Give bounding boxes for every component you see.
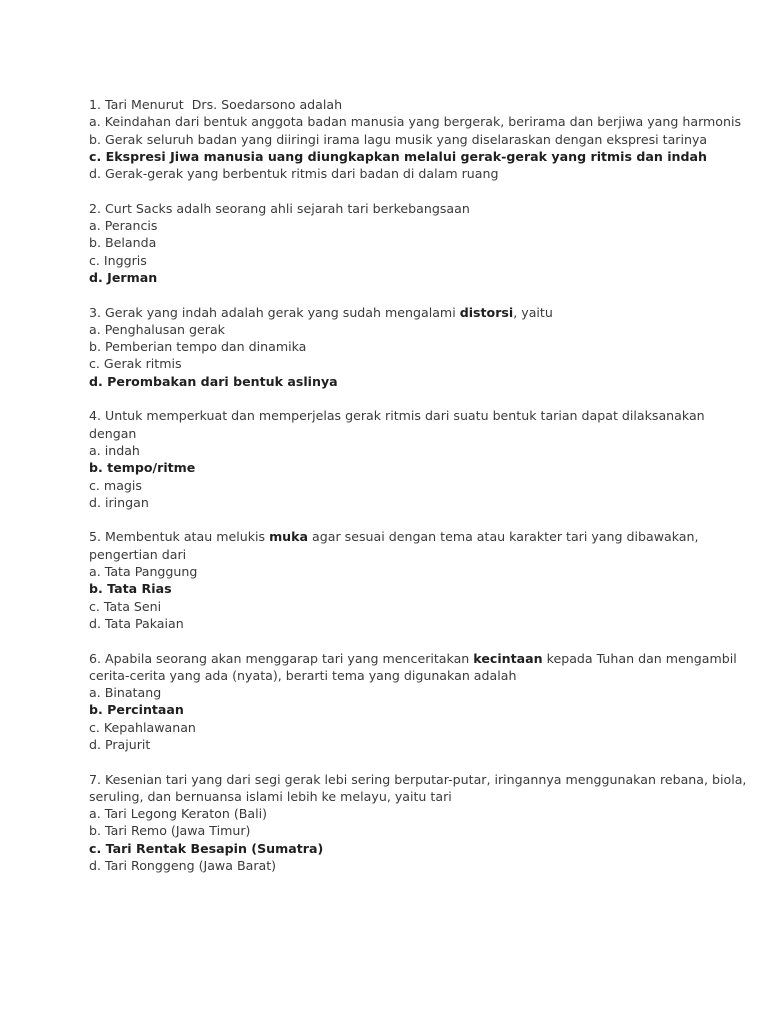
option-a: a. Perancis [89, 218, 158, 234]
option-d: d. Gerak-gerak yang berbentuk ritmis dari badan di dalam ruang [89, 166, 499, 182]
question-text: 1. Tari Menurut Drs. Soedarsono adalah [89, 97, 343, 112]
question-text-start: 5. Membentuk atau melukis [89, 529, 270, 545]
question-text-end: kepada Tuhan dan mengambil cerita-cerita yang ada (nyata), berarti tema yang digunakan adalah [89, 650, 741, 683]
question-1 [89, 96, 749, 182]
question-7 [89, 771, 749, 875]
option-c: c. Gerak ritmis [89, 356, 182, 372]
option-b: b. Pemberian tempo dan dinamika [89, 339, 307, 355]
question-text: 7. Kesenian tari yang dari segi gerak lebi sering berputar-putar, iringannya menggunakan rebana, biola, seruling, dan bernuansa islami lebih ke melayu, yaitu tari [89, 771, 751, 804]
option-a: a. Tari Legong Keraton (Bali) [89, 806, 268, 822]
question-text [89, 650, 749, 685]
option-a: a. Penghalusan gerak [89, 321, 225, 337]
option-c: c. Kepahlawanan [89, 719, 196, 735]
question-2 [89, 200, 749, 286]
option-b-answer: b. Tata Rias [89, 581, 172, 597]
option-d: d. iringan [89, 494, 149, 510]
option-c: c. magis [89, 477, 142, 493]
option-a: a. Keindahan dari bentuk anggota badan manusia yang bergerak, berirama dan berjiwa yang harmonis [89, 114, 742, 130]
option-d: d. Prajurit [89, 736, 151, 752]
option-b: b. Gerak seluruh badan yang diiringi irama lagu musik yang diselaraskan dengan ekspresi tarinya [89, 131, 708, 147]
question-text-start: 3. Gerak yang indah adalah gerak yang sudah mengalami [89, 304, 460, 320]
question-keyword: muka [269, 529, 309, 545]
question-4 [89, 407, 749, 511]
option-c: c. Tata Seni [89, 598, 162, 614]
question-text: 2. Curt Sacks adalh seorang ahli sejarah tari berkebangsaan [89, 200, 470, 216]
option-b: b. Tari Remo (Jawa Timur) [89, 823, 251, 839]
option-b-answer: b. Percintaan [89, 702, 184, 718]
option-d: d. Tata Pakaian [89, 615, 184, 631]
option-d-answer: d. Perombakan dari bentuk aslinya [89, 373, 338, 389]
question-text-end: , yaitu [513, 304, 553, 320]
question-text [89, 304, 749, 321]
option-b: b. Belanda [89, 235, 157, 251]
question-text: 4. Untuk memperkuat dan memperjelas gerak ritmis dari suatu bentuk tarian dapat dilaksanakan dengan [89, 408, 709, 441]
option-d-answer: d. Jerman [89, 269, 158, 285]
quiz-document [89, 96, 749, 892]
question-3 [89, 304, 749, 390]
option-c-answer: c. Ekspresi Jiwa manusia uang diungkapkan melalui gerak-gerak yang ritmis dan indah [89, 148, 707, 164]
option-c-answer: c. Tari Rentak Besapin (Sumatra) [89, 840, 324, 856]
question-text-start: 6. Apabila seorang akan menggarap tari yang menceritakan [89, 650, 474, 666]
option-a: a. Tata Panggung [89, 564, 198, 580]
option-a: a. indah [89, 442, 140, 458]
option-a: a. Binatang [89, 685, 162, 701]
question-6 [89, 650, 749, 754]
question-keyword: kecintaan [473, 650, 543, 666]
option-d: d. Tari Ronggeng (Jawa Barat) [89, 858, 277, 874]
option-c: c. Inggris [89, 252, 147, 268]
question-5 [89, 528, 749, 632]
question-text-end: agar sesuai dengan tema atau karakter tari yang dibawakan, pengertian dari [89, 529, 703, 562]
question-keyword: distorsi [459, 304, 514, 320]
question-text [89, 528, 749, 563]
option-b-answer: b. tempo/ritme [89, 460, 196, 476]
